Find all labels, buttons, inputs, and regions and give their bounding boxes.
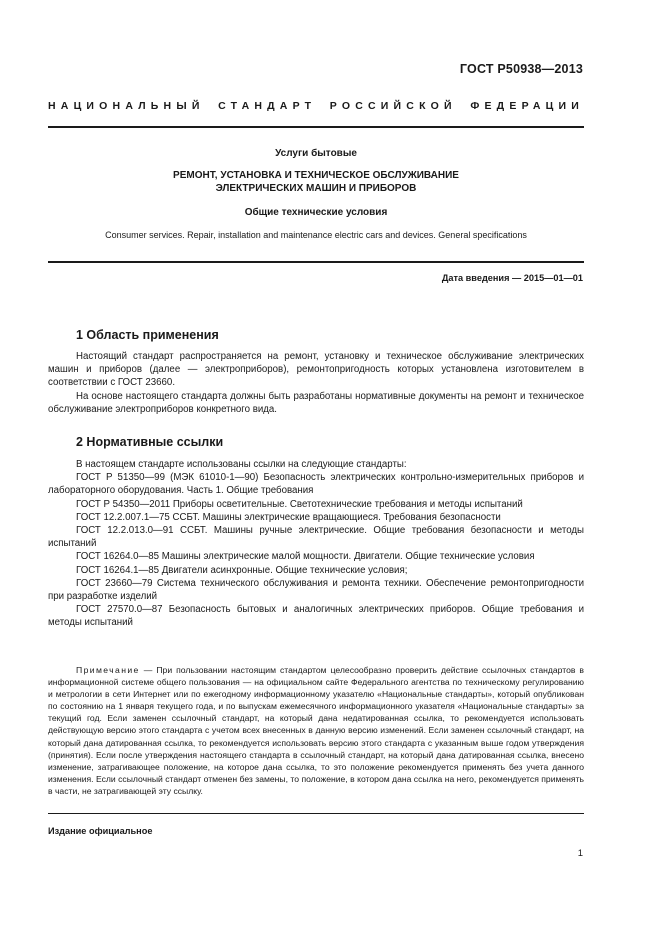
title-line2: РЕМОНТ, УСТАНОВКА И ТЕХНИЧЕСКОЕ ОБСЛУЖИВАНИЕ [173, 170, 459, 181]
intro-date: Дата введения — 2015—01—01 [441, 273, 583, 283]
reference-item: ГОСТ 16264.0—85 Машины электрические малой мощности. Двигатели. Общие технические условия [76, 551, 535, 563]
section1-paragraph: На основе настоящего стандарта должны быть разработаны нормативные документы на ремонт и техническое обслуживание электроприборов конкретного вида. [48, 390, 584, 415]
section1-body [48, 350, 584, 416]
reference-item: ГОСТ Р 51350—99 (МЭК 61010-1—90) Безопасность электрических контрольно-измерительных приборов и лабораторного оборудования. Часть 1. Общие требования [48, 472, 584, 497]
title-english: Consumer services. Repair, installation and maintenance electric cars and devices. General specifications [105, 230, 527, 240]
national-standard-banner: НАЦИОНАЛЬНЫЙ СТАНДАРТ РОССИЙСКОЙ ФЕДЕРАЦИИ [48, 100, 584, 112]
note-paragraph [48, 664, 584, 797]
title-subtitle: Общие технические условия [244, 207, 388, 218]
reference-item: ГОСТ 16264.1—85 Двигатели асинхронные. Общие технические условия; [76, 564, 408, 576]
title-line3: ЭЛЕКТРИЧЕСКИХ МАШИН И ПРИБОРОВ [215, 183, 417, 194]
reference-item: ГОСТ 23660—79 Система технического обслуживания и ремонта техники. Обеспечение ремонтопригодности при разработке изделий [48, 577, 584, 603]
reference-item: ГОСТ 12.2.007.1—75 ССБТ. Машины электрические вращающиеся. Требования безопасности [76, 511, 501, 523]
reference-item: ГОСТ 27570.0—87 Безопасность бытовых и аналогичных электрических приборов. Общие требования и методы испытаний [48, 604, 584, 629]
bottom-divider [48, 261, 584, 263]
page-number: 1 [577, 848, 583, 859]
title-main [48, 169, 584, 195]
footer-divider [48, 813, 584, 814]
section2-body [48, 458, 584, 630]
section1-paragraph: Настоящий стандарт распространяется на ремонт, установку и техническое обслуживание электрических машин и приборов (далее — электроприборов), ремонтопригодность которых установлена изготовителем в соответствии с ГОСТ 23660. [48, 351, 584, 389]
edition-label: Издание официальное [48, 826, 153, 836]
reference-item: ГОСТ Р 54350—2011 Приборы осветительные. Светотехнические требования и методы испытаний [76, 498, 523, 510]
title-line1: Услуги бытовые [275, 148, 357, 159]
top-divider [48, 126, 584, 128]
reference-item: ГОСТ 12.2.013.0—91 ССБТ. Машины ручные электрические. Общие требования безопасности и методы испытаний [48, 525, 584, 550]
section2-heading: 2 Нормативные ссылки [76, 435, 224, 449]
section1-heading: 1 Область применения [76, 328, 219, 342]
note-block [48, 664, 584, 797]
note-text: — При пользовании настоящим стандартом целесообразно проверить действие ссылочных стандартов в информационной системе общего пользования — на официальном сайте Федерального агентства по техническому регулированию и метрологии в сети Интернет или по ежегодному информационному указателю «Национальные стандарты», который опубликован по состоянию на 1 января текущего года, и по выпускам ежемесячного информационного указателя «Национальные стандарты» за текущий год. Если заменен ссылочный стандарт, на который дана недатированная ссылка, то рекомендуется использовать действующую версию этого стандарта с учетом всех внесенных в данную версию изменений. Если заменен ссылочный стандарт, на который дана датированная ссылка, то рекомендуется использовать версию этого стандарта с указанным выше годом утверждения (принятия). Если после утверждения настоящего стандарта в ссылочный стандарт, на который дана датированная ссылка, внесено изменение, затрагивающее положение, на которое дана ссылка, то это положение рекомендуется применять без учета данного изменения. Если ссылочный стандарт отменен без замены, то положение, в котором дана ссылка на него, рекомендуется применять в части, не затрагивающей эту ссылку. [48, 665, 584, 796]
note-label: Примечание [76, 665, 140, 675]
gost-number: ГОСТ Р50938—2013 [459, 62, 583, 76]
section2-intro: В настоящем стандарте использованы ссылки на следующие стандарты: [76, 459, 407, 470]
